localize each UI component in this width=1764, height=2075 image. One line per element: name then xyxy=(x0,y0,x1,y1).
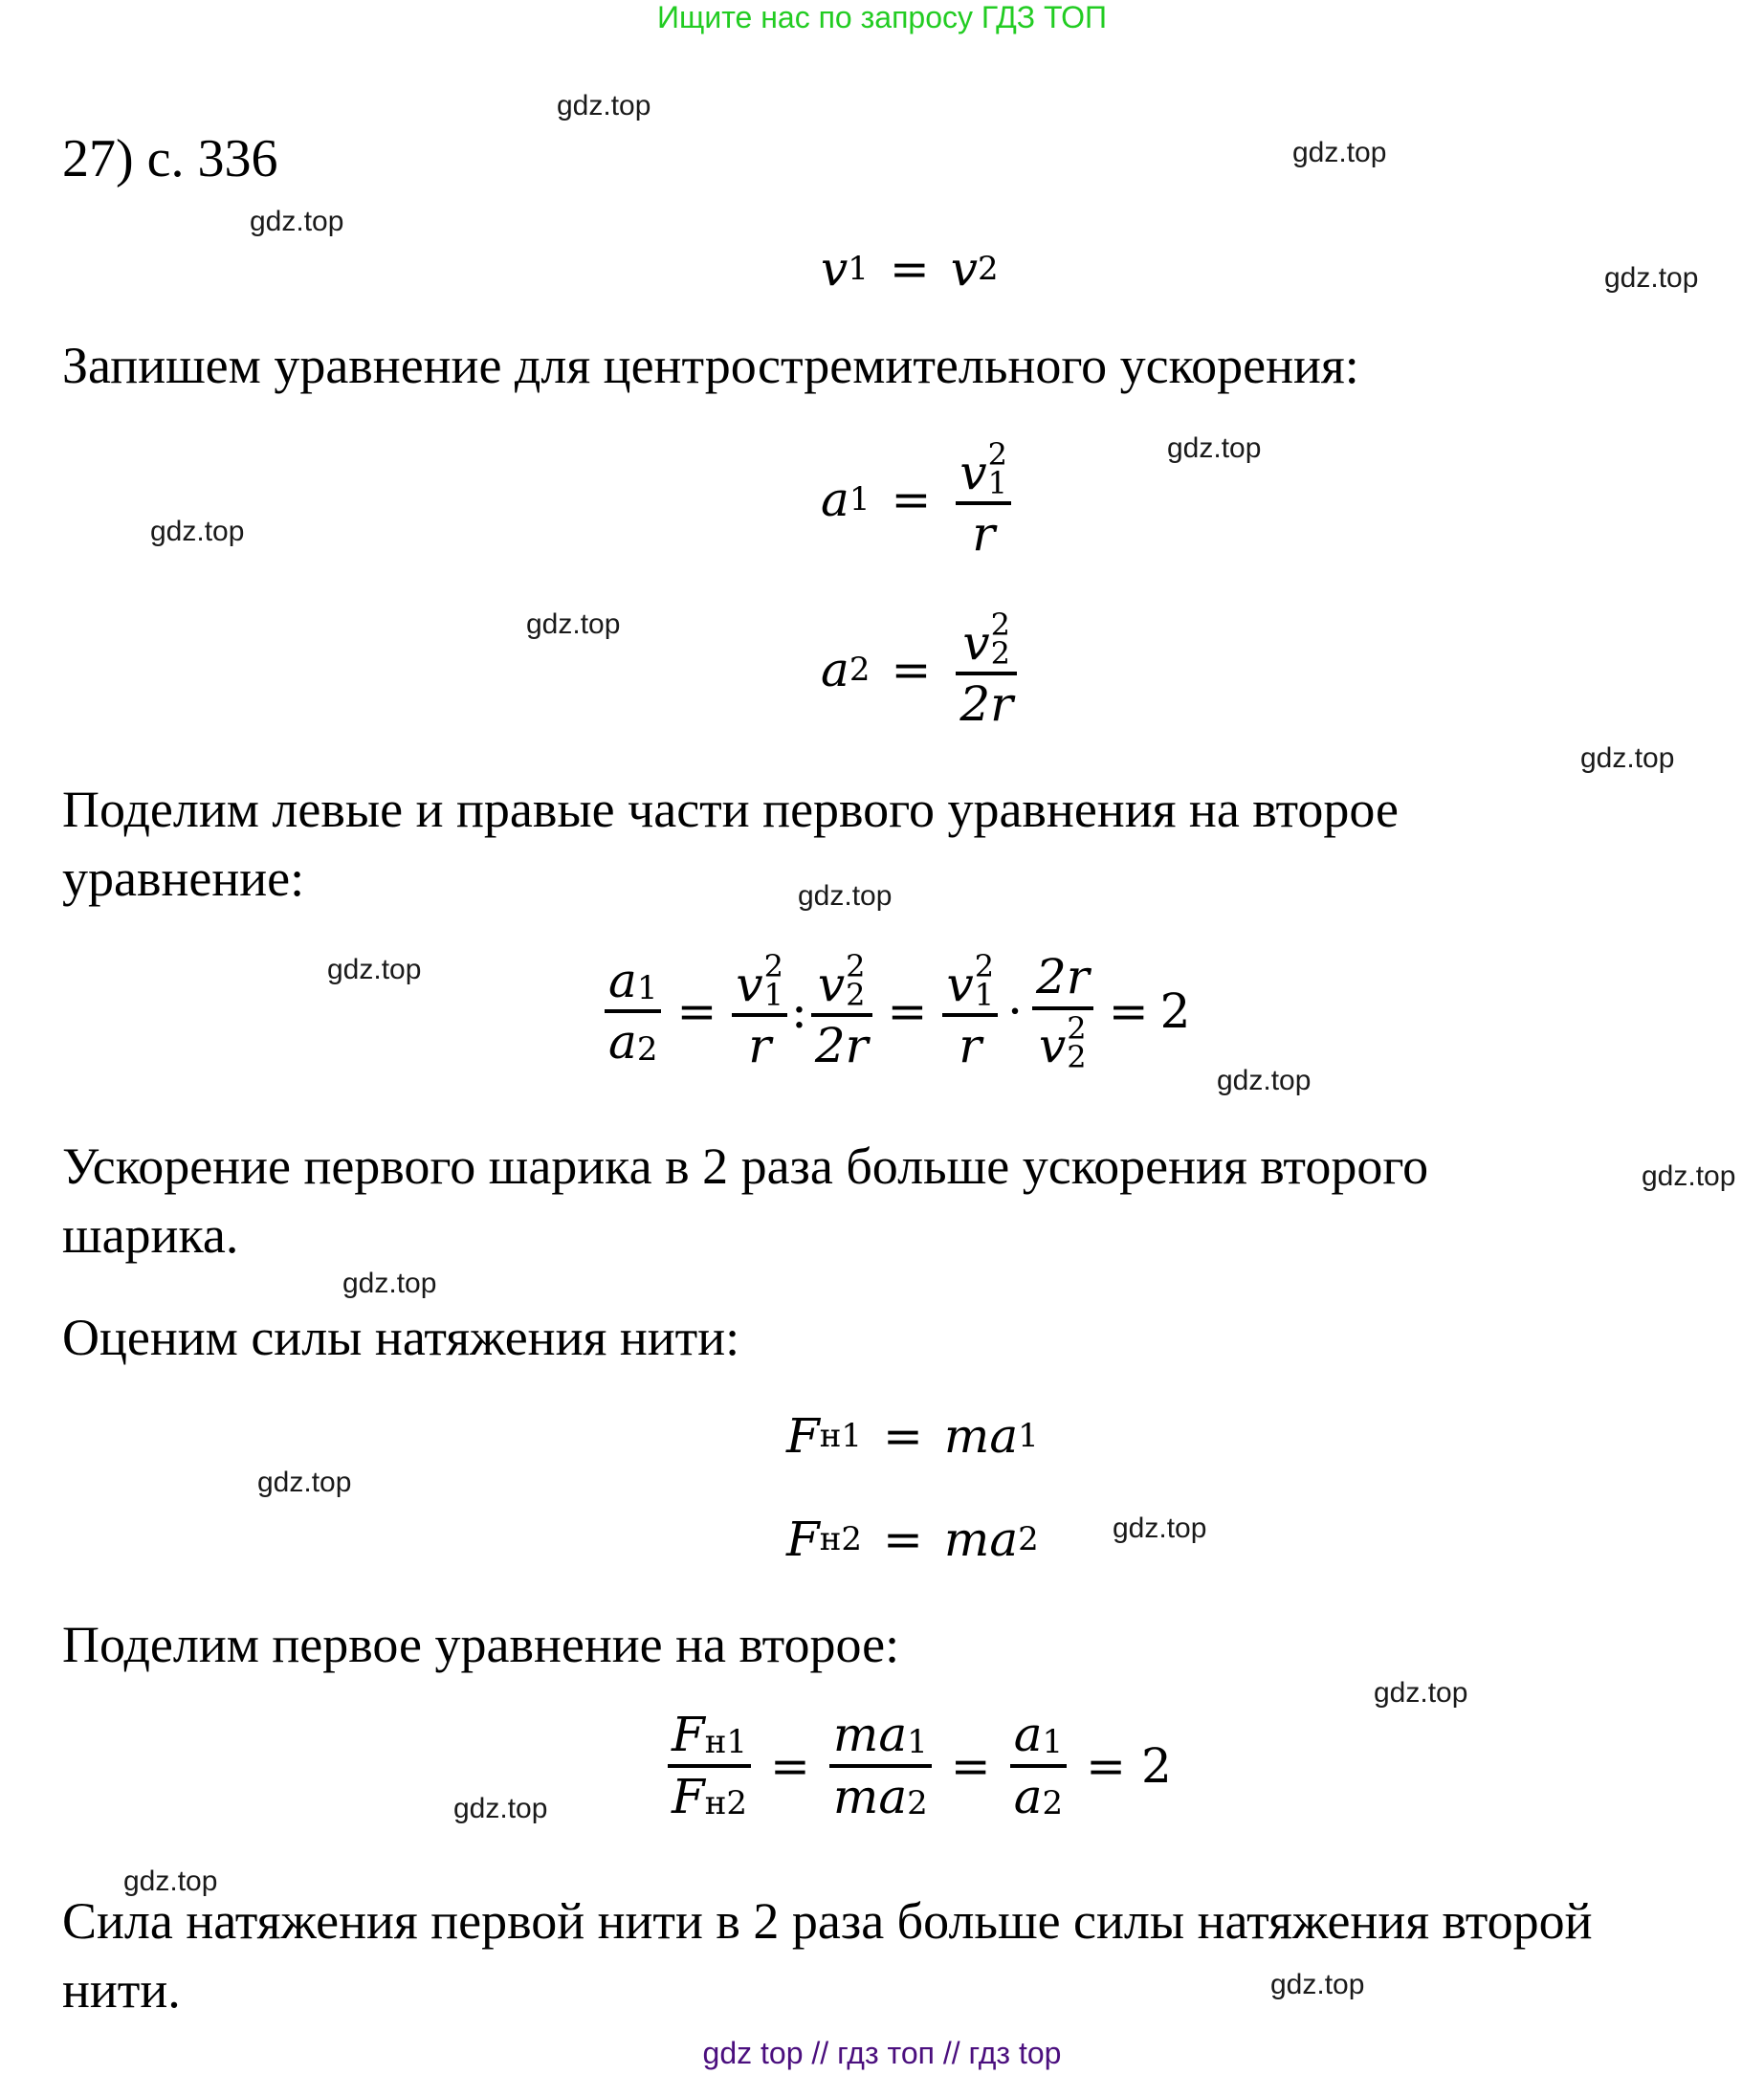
sub-1: 1 xyxy=(1042,1722,1064,1761)
watermark-text: gdz.top xyxy=(257,1467,352,1498)
fraction-bar xyxy=(668,1764,751,1768)
var-v: v xyxy=(817,956,846,1012)
paragraph-centripetal-intro: Запишем уравнение для центростремительного ускорения: xyxy=(62,337,1359,394)
sup-2: 2 xyxy=(763,948,783,984)
sup-2: 2 xyxy=(1067,1009,1087,1047)
equals-sign: = xyxy=(891,642,932,698)
watermark-text: gdz.top xyxy=(557,90,651,121)
var-2r: 2r xyxy=(1035,949,1090,1004)
fraction xyxy=(956,607,1017,732)
var-a: a xyxy=(821,642,849,698)
sub-2: 2 xyxy=(990,635,1011,672)
paragraph-tension-conclusion-line2: нити. xyxy=(62,1961,181,2019)
var-v: v xyxy=(1039,1018,1067,1073)
var-a: a xyxy=(608,1014,637,1071)
sub-2: 2 xyxy=(1018,1520,1039,1558)
var-m: m xyxy=(943,1408,990,1464)
var-v: v xyxy=(962,614,990,671)
fraction xyxy=(605,952,661,1071)
var-F: F xyxy=(672,1768,705,1824)
header-ad-banner[interactable]: Ищите нас по запросу ГДЗ ТОП xyxy=(657,0,1107,34)
equals-sign: = xyxy=(887,983,928,1040)
paragraph-divide-intro-line1: Поделим левые и правые части первого уравнения на второе xyxy=(62,781,1399,838)
var-v: v xyxy=(821,241,849,297)
var-a: a xyxy=(878,1707,908,1762)
var-v: v xyxy=(959,444,987,500)
var-a: a xyxy=(1013,1768,1043,1824)
watermark-text: gdz.top xyxy=(250,206,344,237)
sub-2: 2 xyxy=(978,250,999,288)
sub-1: 1 xyxy=(848,250,869,288)
fraction xyxy=(942,948,998,1073)
equals-sign: = xyxy=(883,1408,923,1464)
sup-2: 2 xyxy=(974,948,995,984)
watermark-text: gdz.top xyxy=(1580,742,1675,774)
equals-sign: = xyxy=(1108,983,1149,1040)
watermark-text: gdz.top xyxy=(342,1268,437,1299)
sub-1: 1 xyxy=(636,968,658,1007)
paragraph-acceleration-conclusion-line2: шарика. xyxy=(62,1206,239,1264)
fraction-bar xyxy=(811,1013,872,1017)
var-a: a xyxy=(608,952,637,1008)
sub-2: 2 xyxy=(1042,1784,1064,1823)
var-F: F xyxy=(786,1512,820,1567)
watermark-text: gdz.top xyxy=(1642,1160,1736,1192)
fraction-bar xyxy=(829,1764,932,1768)
colon-operator: : xyxy=(790,983,807,1040)
equals-sign: = xyxy=(891,472,932,528)
fraction-bar xyxy=(1010,1764,1067,1768)
formula-tension-ratio xyxy=(664,1707,1172,1824)
formula-a2 xyxy=(821,607,1021,732)
sup-2: 2 xyxy=(987,436,1007,473)
var-a: a xyxy=(821,472,849,528)
sub-1: 1 xyxy=(763,977,783,1013)
paragraph-divide-tension-intro: Поделим первое уравнение на второе: xyxy=(62,1616,900,1673)
formula-a1 xyxy=(821,436,1015,562)
equals-sign: = xyxy=(883,1512,923,1567)
watermark-text: gdz.top xyxy=(1604,262,1699,294)
result-value: 2 xyxy=(1141,1737,1172,1794)
formula-tension-2 xyxy=(786,1512,1039,1567)
fraction-bar xyxy=(956,501,1011,505)
equals-sign: = xyxy=(950,1737,991,1794)
sub-n1: н1 xyxy=(819,1417,862,1455)
sub-2: 2 xyxy=(846,977,866,1013)
watermark-text: gdz.top xyxy=(1113,1512,1207,1544)
watermark-text: gdz.top xyxy=(1292,137,1387,168)
fraction xyxy=(956,436,1011,562)
watermark-text: gdz.top xyxy=(1374,1677,1468,1709)
formula-acceleration-ratio xyxy=(601,948,1191,1075)
var-m: m xyxy=(943,1512,990,1567)
watermark-text: gdz.top xyxy=(327,954,422,985)
sub-1: 1 xyxy=(1018,1417,1039,1455)
sub-2: 2 xyxy=(636,1030,658,1070)
var-v: v xyxy=(946,956,974,1012)
fraction xyxy=(732,948,787,1073)
watermark-text: gdz.top xyxy=(123,1865,218,1897)
watermark-text: gdz.top xyxy=(1270,1969,1365,2000)
fraction-bar xyxy=(605,1009,661,1013)
watermark-text: gdz.top xyxy=(1167,432,1262,464)
sup-2: 2 xyxy=(990,607,1011,643)
sub-1: 1 xyxy=(974,977,995,1013)
var-F: F xyxy=(672,1707,705,1762)
paragraph-divide-intro-line2: уравнение: xyxy=(62,850,305,907)
var-a: a xyxy=(1013,1707,1043,1762)
fraction xyxy=(829,1707,932,1824)
sub-2: 2 xyxy=(1067,1038,1087,1075)
sup-2: 2 xyxy=(846,948,866,984)
result-value: 2 xyxy=(1159,983,1191,1040)
paragraph-tension-conclusion-line1: Сила натяжения первой нити в 2 раза больше силы натяжения второй xyxy=(62,1892,1593,1950)
var-m: m xyxy=(832,1707,879,1762)
fraction xyxy=(668,1707,751,1824)
formula-v1-equals-v2 xyxy=(821,241,999,297)
sub-2: 2 xyxy=(849,651,871,690)
fraction-bar xyxy=(942,1013,998,1017)
var-F: F xyxy=(786,1408,820,1464)
paragraph-acceleration-conclusion-line1: Ускорение первого шарика в 2 раза больше ускорения второго xyxy=(62,1137,1429,1195)
equals-sign: = xyxy=(889,241,930,297)
var-2r: 2r xyxy=(814,1018,869,1073)
problem-title: 27) с. 336 xyxy=(62,129,278,188)
var-a: a xyxy=(989,1408,1019,1464)
fraction xyxy=(811,948,872,1073)
watermark-text: gdz.top xyxy=(453,1793,548,1824)
sub-n1: н1 xyxy=(704,1722,747,1761)
sub-1: 1 xyxy=(907,1722,928,1761)
fraction-bar xyxy=(956,672,1017,675)
sub-1: 1 xyxy=(849,480,871,519)
equals-sign: = xyxy=(1086,1737,1127,1794)
watermark-text: gdz.top xyxy=(526,608,621,640)
var-a: a xyxy=(989,1512,1019,1567)
fraction xyxy=(1010,1707,1067,1824)
var-2r: 2r xyxy=(959,676,1014,732)
footer-ad-banner[interactable]: gdz top // гдз топ // гдз top xyxy=(702,2036,1062,2070)
sub-2: 2 xyxy=(907,1784,928,1823)
watermark-text: gdz.top xyxy=(798,880,893,912)
equals-sign: = xyxy=(676,983,717,1040)
var-r: r xyxy=(959,1018,982,1073)
sub-n2: н2 xyxy=(704,1784,747,1823)
var-m: m xyxy=(832,1768,879,1824)
fraction-bar xyxy=(732,1013,787,1017)
fraction xyxy=(1032,949,1093,1075)
var-v: v xyxy=(736,956,763,1012)
equals-sign: = xyxy=(770,1737,810,1794)
sub-1: 1 xyxy=(987,465,1007,501)
var-v: v xyxy=(950,241,979,297)
paragraph-tension-intro: Оценим силы натяжения нити: xyxy=(62,1309,740,1366)
formula-tension-1 xyxy=(786,1408,1039,1464)
var-a: a xyxy=(878,1768,908,1824)
watermark-text: gdz.top xyxy=(150,516,245,547)
watermark-text: gdz.top xyxy=(1217,1065,1312,1096)
fraction-bar xyxy=(1032,1006,1093,1010)
var-r: r xyxy=(748,1018,772,1073)
sub-n2: н2 xyxy=(819,1520,862,1558)
var-r: r xyxy=(972,506,996,562)
multiply-dot: · xyxy=(1007,983,1023,1040)
